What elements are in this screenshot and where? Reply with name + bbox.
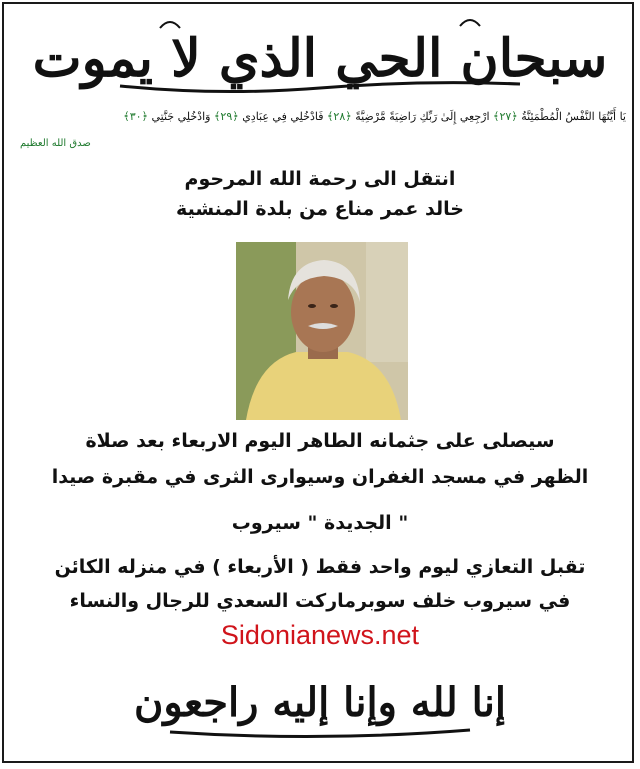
footer-calligraphy [133, 650, 507, 745]
condolences-line-2: في سيروب خلف سوبرماركت السعدي للرجال والنساء [69, 590, 571, 612]
funeral-line-2: الظهر في مسجد الغفران وسيوارى الثرى في مقبرة صيدا [51, 466, 589, 488]
verse-number: ﴿٢٩﴾ [213, 110, 239, 123]
funeral-line-1: سيصلى على جثمانه الطاهر اليوم الاربعاء بعد صلاة [85, 430, 555, 452]
verse-number: ﴿٢٧﴾ [493, 110, 518, 123]
funeral-line-3: " الجديدة " سيروب [231, 512, 409, 534]
deceased-name: خالد عمر مناع من بلدة المنشية [176, 198, 464, 220]
condolences-line-1: تقبل التعازي ليوم واحد فقط ( الأربعاء ) في منزله الكائن [54, 556, 586, 578]
verse-signature: صدق الله العظيم [20, 138, 91, 149]
footer-calligraphy-text: إنا لله وإنا إليه راجعون [133, 679, 507, 726]
verse-part: يَا أَيَّتُهَا النَّفْسُ الْمُطْمَئِنَّةُ [521, 110, 626, 123]
quran-verse [14, 110, 626, 123]
header-calligraphy-text: سبحان الحي الذي لا يموت [32, 28, 608, 89]
header-calligraphy [32, 8, 608, 98]
announcement-line-1: انتقل الى رحمة الله المرحوم [184, 168, 456, 190]
verse-part: ارْجِعِي إِلَىٰ رَبِّكِ رَاضِيَةً مَّرْضِيَّةً [355, 110, 490, 123]
verse-part: وَادْخُلِي جَنَّتِي [151, 110, 211, 123]
deceased-portrait-photo [236, 242, 408, 420]
verse-part: فَادْخُلِي فِي عِبَادِي [242, 110, 324, 123]
site-watermark: Sidonianews.net [220, 620, 420, 650]
verse-number: ﴿٣٠﴾ [123, 110, 148, 123]
verse-number: ﴿٢٨﴾ [326, 110, 352, 123]
